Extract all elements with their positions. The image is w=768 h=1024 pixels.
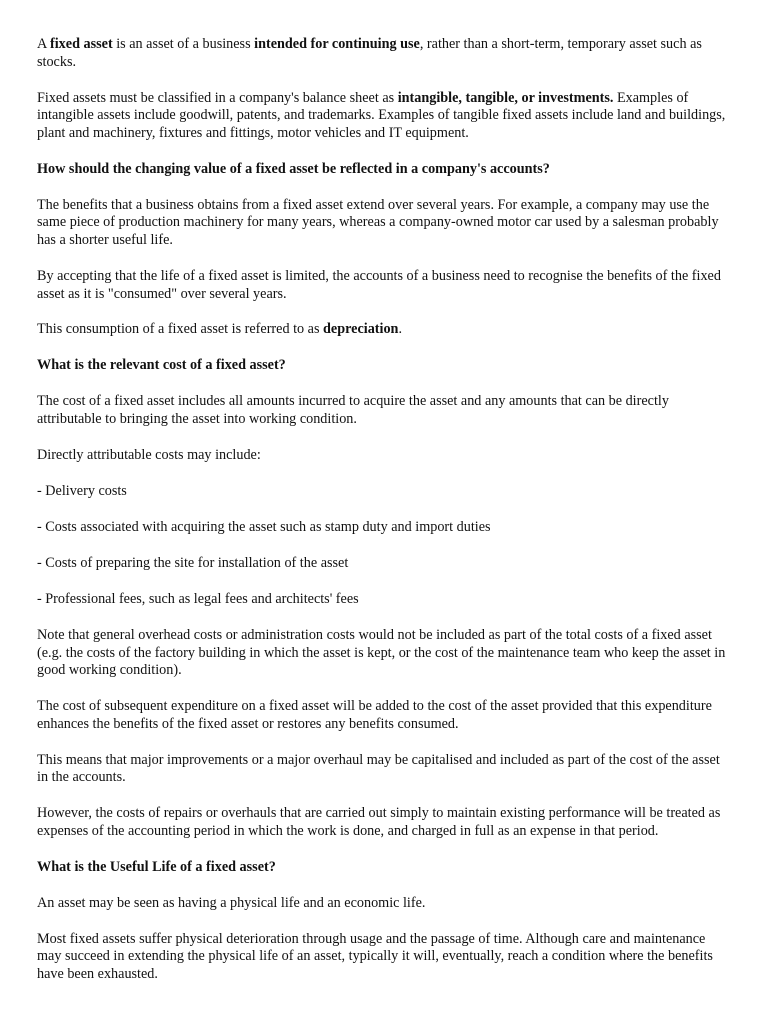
- heading-changing-value: How should the changing value of a fixed asset be reflected in a company's accounts?: [37, 160, 550, 177]
- document-page: [37, 36, 733, 1002]
- paragraph-overhead-note: Note that general overhead costs or administration costs would not be included as part of the total costs of a fixed asset (e.g. the costs of the factory building in which the asset is kept, or the cost of the maintenance team who keep the asset in good working condition).: [37, 626, 726, 679]
- list-item: - Professional fees, such as legal fees and architects' fees: [37, 590, 359, 607]
- term-classification: intangible, tangible, or investments.: [397, 89, 614, 106]
- list-item: - Costs associated with acquiring the asset such as stamp duty and import duties: [37, 519, 491, 535]
- paragraph-depreciation: This consumption of a fixed asset is referred to as depreciation.: [37, 321, 402, 338]
- heading-useful-life: What is the Useful Life of a fixed asset?: [37, 858, 276, 875]
- paragraph-deterioration: Most fixed assets suffer physical deterioration through usage and the passage of time. Although care and maintenance may succeed in extending the physical life of an asset, typically it will, eventually, reach a condition where the benefits have been exhausted.: [37, 930, 713, 983]
- paragraph-classification: Fixed assets must be classified in a company's balance sheet as intangible, tangible, or investments. Examples of intangible assets include goodwill, patents, and trademarks. Examples of tangible fixed assets include land and buildings, plant and machinery, fixtures and fittings, motor vehicles and IT equipment.: [37, 89, 726, 141]
- paragraph-fixed-asset-definition: A fixed asset is an asset of a business intended for continuing use, rather than a short-term, temporary asset such as stocks.: [37, 36, 702, 70]
- paragraph-capitalised: This means that major improvements or a major overhaul may be capitalised and included as part of the cost of the asset in the accounts.: [37, 751, 720, 786]
- term-fixed-asset: fixed asset: [50, 36, 113, 52]
- paragraph-cost-definition: The cost of a fixed asset includes all amounts incurred to acquire the asset and any amounts that can be directly attributable to bringing the asset into working condition.: [37, 393, 669, 428]
- list-item: - Delivery costs: [37, 483, 127, 500]
- term-continuing-use: intended for continuing use: [254, 36, 420, 52]
- paragraph-physical-economic-life: An asset may be seen as having a physical life and an economic life.: [37, 894, 426, 911]
- paragraph-attributable-costs-intro: Directly attributable costs may include:: [37, 447, 261, 464]
- heading-relevant-cost: What is the relevant cost of a fixed asset?: [37, 357, 286, 374]
- paragraph-subsequent-expenditure: The cost of subsequent expenditure on a fixed asset will be added to the cost of the asset provided that this expenditure enhances the benefits of the fixed asset or restores any benefits consumed.: [37, 698, 712, 732]
- paragraph-benefits: The benefits that a business obtains from a fixed asset extend over several years. For example, a company may use the same piece of production machinery for many years, whereas a company-owned motor car used by a salesman probably has a shorter useful life.: [37, 196, 719, 248]
- term-depreciation: depreciation: [323, 321, 399, 338]
- list-item: - Costs of preparing the site for installation of the asset: [37, 554, 349, 571]
- paragraph-limited-life: By accepting that the life of a fixed asset is limited, the accounts of a business need to recognise the benefits of the fixed asset as it is "consumed" over several years.: [37, 267, 721, 302]
- paragraph-repairs: However, the costs of repairs or overhauls that are carried out simply to maintain existing performance will be treated as expenses of the accounting period in which the work is done, and charged in full as an expense in that period.: [37, 805, 721, 839]
